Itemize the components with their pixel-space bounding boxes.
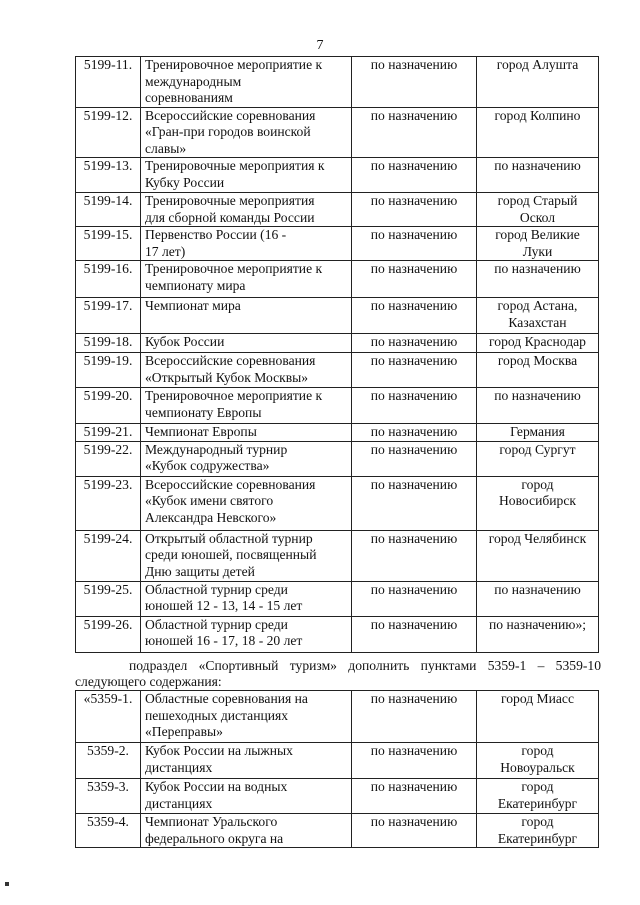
item-number: 5199-23. [76, 476, 141, 530]
event-name [141, 424, 352, 442]
event-name [141, 691, 352, 743]
event-place [477, 107, 599, 158]
event-place-line: город Краснодар [489, 334, 586, 349]
event-place-line: Германия [510, 424, 565, 439]
item-number: 5199-25. [76, 581, 141, 616]
event-place [477, 779, 599, 814]
event-name-line: Кубок России [145, 334, 225, 349]
event-name-line: Кубку России [145, 174, 225, 190]
event-place-line: город [521, 476, 554, 492]
event-name-line: дистанциях [145, 759, 213, 775]
item-number: 5199-19. [76, 353, 141, 388]
table-row [76, 227, 599, 261]
event-name [141, 334, 352, 353]
event-place-line: город Колпино [494, 107, 581, 123]
event-name-line: Всероссийские соревнования [145, 476, 316, 492]
event-name [141, 814, 352, 848]
table-row [76, 334, 599, 353]
item-number: 5199-14. [76, 193, 141, 227]
event-name-line: Международный турнир [145, 441, 288, 457]
event-place-line: город Великие [495, 227, 580, 242]
event-name-line: Открытый областной турнир [145, 530, 313, 546]
item-number: 5199-20. [76, 388, 141, 424]
event-place-line: Оскол [519, 209, 556, 225]
events-table-2 [75, 690, 599, 848]
event-name-line: Александра Невского» [145, 509, 277, 525]
item-number: 5199-18. [76, 334, 141, 353]
item-number: 5199-21. [76, 424, 141, 442]
event-place-line: город [521, 814, 554, 829]
event-name-line: Областной турнир среди [145, 581, 288, 597]
table-row [76, 743, 599, 779]
event-timing: по назначению [352, 388, 477, 424]
item-number: 5359-3. [76, 779, 141, 814]
event-name-line: Чемпионат мира [145, 298, 241, 313]
event-name-line: «Кубок имени святого [145, 493, 274, 508]
event-name-line: дистанциях [145, 795, 213, 811]
event-name [141, 388, 352, 424]
event-timing: по назначению [352, 616, 477, 652]
event-name-line: Кубок России на лыжных [145, 743, 293, 758]
event-timing: по назначению [352, 814, 477, 848]
event-name [141, 779, 352, 814]
item-number: 5199-17. [76, 298, 141, 334]
event-name-line: Тренировочное мероприятие к [145, 261, 323, 276]
event-name [141, 298, 352, 334]
event-place-line: Екатеринбург [497, 795, 578, 811]
event-place [477, 814, 599, 848]
table-row [76, 691, 599, 743]
event-place [477, 424, 599, 442]
event-place-line: по назначению [494, 158, 581, 173]
event-place-line: Новосибирск [498, 493, 576, 508]
event-name-line: Кубок России на водных [145, 779, 288, 794]
event-name-line: чемпионату Европы [145, 404, 262, 420]
event-name-line: Тренировочное мероприятие к [145, 57, 323, 72]
event-name-line: Дню защиты детей [145, 563, 255, 579]
table-row [76, 424, 599, 442]
event-place-line: город Челябинск [488, 530, 587, 546]
item-number: 5199-15. [76, 227, 141, 261]
event-timing: по назначению [352, 743, 477, 779]
event-place-line: город Алушта [496, 57, 579, 72]
event-name-line: Всероссийские соревнования [145, 353, 316, 368]
event-place [477, 193, 599, 227]
event-name-line: Чемпионат Уральского [145, 814, 278, 829]
event-name-line: федерального округа на [145, 830, 284, 846]
event-name-line: Чемпионат Европы [145, 424, 257, 439]
event-place [477, 476, 599, 530]
event-place [477, 334, 599, 353]
event-name [141, 261, 352, 298]
table-row [76, 298, 599, 334]
event-timing: по назначению [352, 476, 477, 530]
table-row [76, 616, 599, 652]
event-name [141, 193, 352, 227]
event-timing: по назначению [352, 107, 477, 158]
event-place [477, 388, 599, 424]
event-timing: по назначению [352, 227, 477, 261]
item-number: 5359-2. [76, 743, 141, 779]
event-place [477, 530, 599, 581]
event-timing: по назначению [352, 691, 477, 743]
table-row [76, 57, 599, 108]
table-row [76, 779, 599, 814]
event-place [477, 691, 599, 743]
table-row [76, 441, 599, 476]
event-timing: по назначению [352, 193, 477, 227]
event-name-line: «Кубок содружества» [145, 458, 270, 473]
event-name [141, 227, 352, 261]
event-place [477, 353, 599, 388]
event-name-line: юношей 16 - 17, 18 - 20 лет [145, 633, 303, 648]
paragraph-line-2: следующего содержания: [75, 674, 222, 689]
event-timing: по назначению [352, 779, 477, 814]
table-row [76, 581, 599, 616]
item-number: 5199-24. [76, 530, 141, 581]
event-name [141, 441, 352, 476]
event-place-line: Екатеринбург [497, 830, 578, 846]
item-number: «5359-1. [76, 691, 141, 743]
event-name [141, 353, 352, 388]
table-row [76, 107, 599, 158]
item-number: 5199-26. [76, 616, 141, 652]
event-name-line: Тренировочные мероприятия к [145, 158, 325, 173]
event-name-line: «Гран-при городов воинской [145, 124, 311, 139]
event-name-line: чемпионату мира [145, 277, 246, 293]
item-number: 5199-13. [76, 158, 141, 193]
event-name-line: Всероссийские соревнования [145, 107, 316, 123]
event-place-line: город [521, 743, 554, 758]
event-timing: по назначению [352, 298, 477, 334]
event-timing: по назначению [352, 261, 477, 298]
event-name [141, 57, 352, 108]
event-place-line: по назначению [494, 388, 581, 403]
table-row [76, 530, 599, 581]
table-row [76, 261, 599, 298]
event-name [141, 581, 352, 616]
event-place-line: Новоуральск [500, 759, 575, 775]
item-number: 5199-11. [76, 57, 141, 108]
event-place-line: город Сургут [499, 441, 576, 457]
event-place-line: Казахстан [508, 314, 567, 330]
page-number: 7 [316, 38, 324, 53]
event-timing: по назначению [352, 158, 477, 193]
event-name [141, 107, 352, 158]
event-timing: по назначению [352, 57, 477, 108]
event-name-line: Областной турнир среди [145, 616, 288, 632]
event-place-line: город [521, 779, 554, 794]
table-row [76, 814, 599, 848]
item-number: 5359-4. [76, 814, 141, 848]
event-timing: по назначению [352, 353, 477, 388]
event-place-line: по назначению»; [488, 616, 587, 632]
item-number: 5199-22. [76, 441, 141, 476]
event-name [141, 158, 352, 193]
item-number: 5199-16. [76, 261, 141, 298]
event-place [477, 581, 599, 616]
event-name-line: соревнованиям [145, 90, 233, 105]
event-place [477, 227, 599, 261]
event-name-line: юношей 12 - 13, 14 - 15 лет [145, 598, 303, 613]
event-name-line: Первенство России (16 - [145, 227, 287, 242]
event-place-line: по назначению [494, 581, 581, 597]
event-place-line: Луки [522, 243, 553, 259]
item-number: 5199-12. [76, 107, 141, 158]
event-name [141, 530, 352, 581]
event-timing: по назначению [352, 581, 477, 616]
event-place [477, 441, 599, 476]
event-place [477, 57, 599, 108]
event-name-line: Областные соревнования на [145, 691, 308, 706]
event-place [477, 158, 599, 193]
event-place [477, 616, 599, 652]
event-name-line: Тренировочные мероприятия [145, 193, 315, 208]
event-place [477, 298, 599, 334]
event-name [141, 743, 352, 779]
scan-mark [5, 882, 9, 886]
table-row [76, 158, 599, 193]
event-timing: по назначению [352, 334, 477, 353]
event-place [477, 743, 599, 779]
event-name-line: славы» [145, 140, 187, 156]
event-name-line: 17 лет) [145, 243, 186, 259]
event-place-line: город Старый [497, 193, 578, 208]
event-place-line: город Астана, [497, 298, 578, 313]
events-table-1 [75, 56, 599, 653]
event-name [141, 616, 352, 652]
table-row [76, 193, 599, 227]
event-name-line: пешеходных дистанциях [145, 707, 289, 723]
event-timing: по назначению [352, 441, 477, 476]
paragraph-line-1: подраздел «Спортивный туризм» дополнить пунктами 5359-1 – 5359-10 [129, 658, 601, 673]
event-name [141, 476, 352, 530]
event-name-line: среди юношей, посвященный [145, 547, 317, 562]
event-place-line: город Москва [497, 353, 578, 368]
table-row [76, 476, 599, 530]
event-name-line: «Открытый Кубок Москвы» [145, 369, 309, 385]
event-timing: по назначению [352, 424, 477, 442]
event-place [477, 261, 599, 298]
event-place-line: город Миасс [500, 691, 574, 706]
table-row [76, 388, 599, 424]
event-name-line: для сборной команды России [145, 209, 315, 225]
table-row [76, 353, 599, 388]
event-place-line: по назначению [494, 261, 581, 276]
event-name-line: международным [145, 73, 242, 89]
event-name-line: «Переправы» [145, 724, 223, 739]
event-name-line: Тренировочное мероприятие к [145, 388, 323, 403]
event-timing: по назначению [352, 530, 477, 581]
